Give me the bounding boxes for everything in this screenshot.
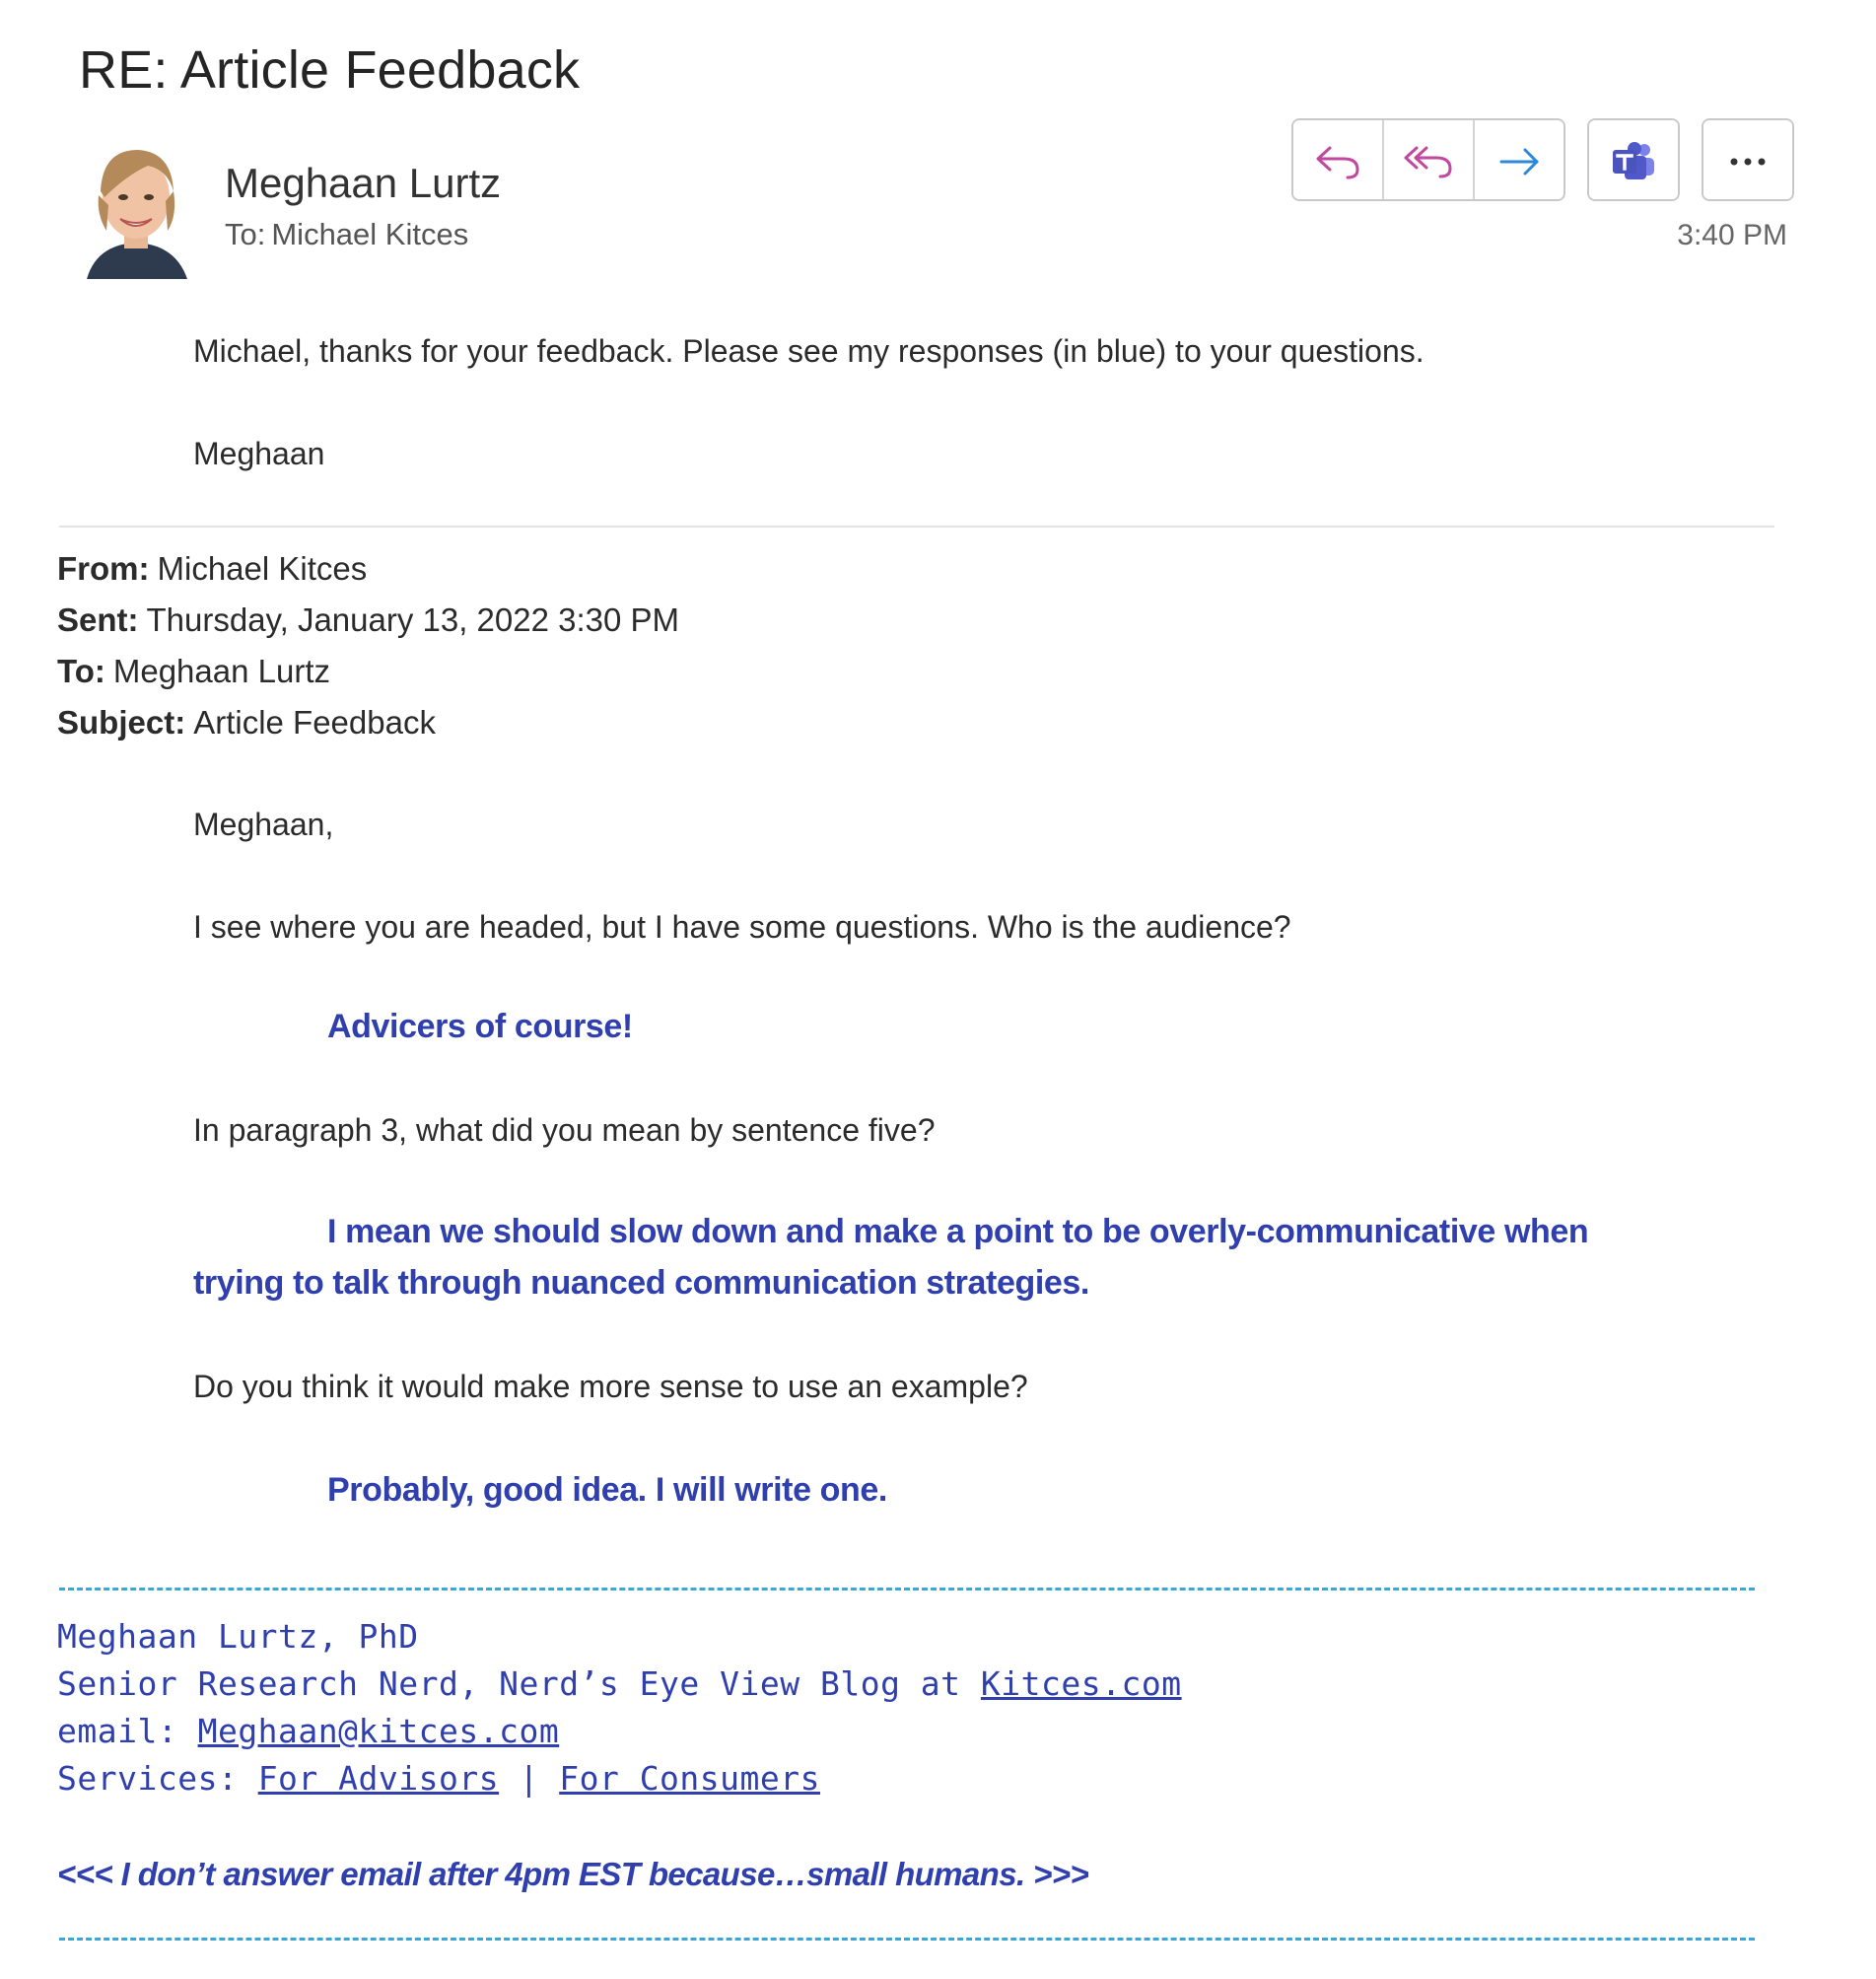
sent-value: Thursday, January 13, 2022 3:30 PM	[146, 601, 680, 638]
signature-email-label: email:	[57, 1712, 198, 1750]
forward-button[interactable]	[1475, 120, 1563, 201]
reply-button[interactable]	[1293, 120, 1384, 201]
original-subject	[57, 704, 436, 742]
signature-title-text: Senior Research Nerd, Nerd’s Eye View Blog at	[57, 1664, 981, 1703]
message-actions	[1291, 118, 1794, 201]
question-2: In paragraph 3, what did you mean by sentence five?	[193, 1112, 936, 1148]
email-subject: RE: Article Feedback	[79, 40, 581, 100]
for-consumers-link[interactable]: For Consumers	[559, 1759, 820, 1798]
from-value: Michael Kitces	[157, 550, 368, 587]
to-label-original: To:	[57, 653, 105, 689]
for-advisors-link[interactable]: For Advisors	[257, 1759, 500, 1798]
avatar-image	[77, 136, 195, 279]
answer-3: Probably, good idea. I will write one.	[327, 1471, 887, 1509]
more-button-wrap	[1702, 118, 1794, 201]
recipient-line	[225, 217, 468, 252]
services-label: Services:	[57, 1759, 258, 1798]
signature-email	[57, 1712, 559, 1750]
signature-top-separator	[59, 1588, 1755, 1590]
signature-email-link[interactable]	[198, 1712, 560, 1750]
from-label: From:	[57, 550, 150, 587]
subject-value: Article Feedback	[193, 704, 436, 741]
email-link-text[interactable]: Meghaan@kitces.com	[197, 1712, 560, 1750]
original-greeting: Meghaan,	[193, 807, 334, 842]
kitces-link[interactable]: Kitces.com	[980, 1664, 1182, 1703]
to-label: To:	[225, 217, 266, 251]
answer-1: Advicers of course!	[327, 1008, 633, 1045]
original-from	[57, 550, 367, 588]
signature-title	[57, 1664, 1182, 1703]
reply-button-group	[1291, 118, 1565, 201]
reply-icon	[1314, 142, 1361, 181]
teams-button[interactable]	[1589, 120, 1678, 201]
to-value: Meghaan Lurtz	[112, 653, 330, 689]
answer-2-line-2: trying to talk through nuanced communication strategies.	[193, 1264, 1089, 1302]
avatar[interactable]	[77, 136, 195, 279]
signature-name: Meghaan Lurtz, PhD	[57, 1617, 419, 1656]
signature-services	[57, 1759, 820, 1798]
forward-icon	[1495, 142, 1543, 181]
teams-icon	[1609, 140, 1658, 183]
subject-label: Subject:	[57, 704, 186, 741]
teams-button-wrap	[1587, 118, 1680, 201]
message-divider	[59, 526, 1774, 528]
services-separator: |	[499, 1759, 560, 1798]
sender-name[interactable]: Meghaan Lurtz	[225, 160, 502, 206]
signature-bottom-separator	[59, 1938, 1755, 1941]
signature-note: <<< I don’t answer email after 4pm EST because…small humans. >>>	[57, 1856, 1089, 1892]
original-to	[57, 653, 330, 690]
original-sent	[57, 601, 679, 639]
more-icon	[1724, 154, 1772, 170]
reply-signoff: Meghaan	[193, 436, 325, 471]
answer-2-line-1: I mean we should slow down and make a point to be overly-communicative when	[327, 1213, 1589, 1250]
reply-message-line: Michael, thanks for your feedback. Please see my responses (in blue) to your questions.	[193, 333, 1424, 369]
reply-all-icon	[1403, 142, 1454, 181]
sent-time: 3:40 PM	[1677, 219, 1787, 251]
question-1: I see where you are headed, but I have some questions. Who is the audience?	[193, 909, 1291, 945]
question-3: Do you think it would make more sense to use an example?	[193, 1369, 1028, 1404]
sent-label: Sent:	[57, 601, 139, 638]
more-options-button[interactable]	[1703, 120, 1792, 201]
reply-all-button[interactable]	[1384, 120, 1475, 201]
recipient-name[interactable]: Michael Kitces	[271, 217, 469, 251]
